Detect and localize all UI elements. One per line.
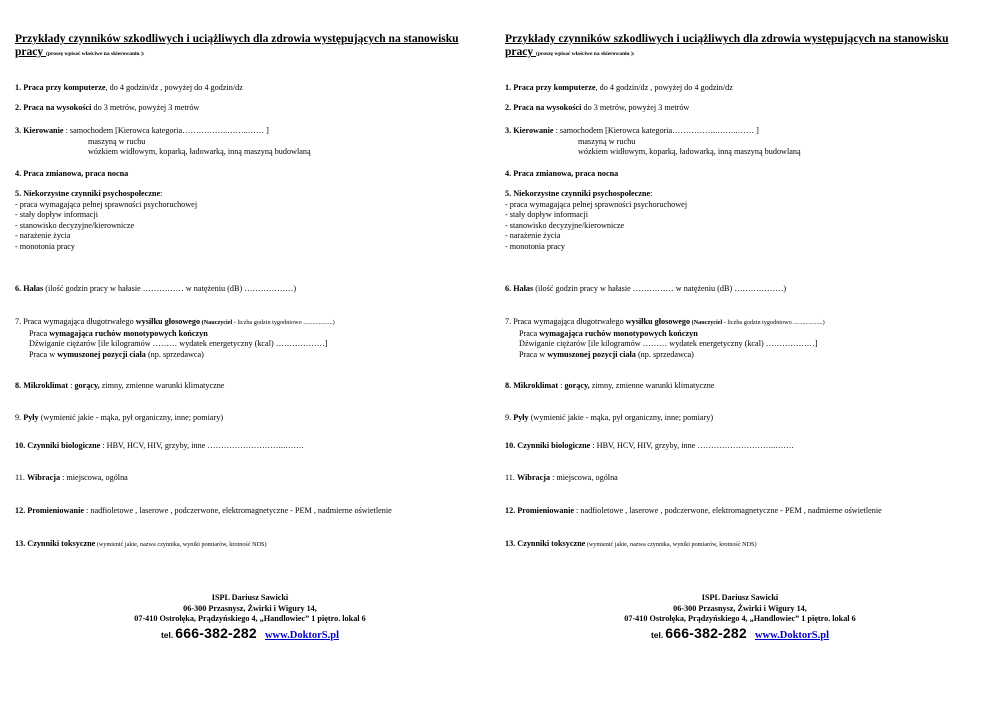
item-microclimate: 8. Mikroklimat : gorący, zimny, zmienne warunki klimatyczne [505,381,715,390]
clinic-address-2: 07-410 Ostrołęka, Prądzyńskiego 4, „Handlowiec” 1 piętro. lokal 6 [134,614,366,623]
clinic-address-2: 07-410 Ostrołęka, Prądzyńskiego 4, „Handlowiec” 1 piętro. lokal 6 [624,614,856,623]
contact-line [15,624,485,642]
form-column-right [505,0,975,701]
item-psychosocial: 5. Niekorzystne czynniki psychospołeczne: - praca wymagająca pełnej sprawności psychoruchowej - stały dopływ informacji - stanowisko decyzyjne/kierownicze - narażenie życia - monotonia pracy [15,189,198,251]
item-radiation: 12. Promieniowanie : nadfioletowe , laserowe , podczerwone, elektromagnetyczne - PEM , nadmierne oświetlenie [505,506,882,515]
contact-line [505,624,975,642]
item-height-work: 2. Praca na wysokości do 3 metrów, powyżej 3 metrów [15,103,200,112]
clinic-name: ISPL Dariusz Sawicki [701,593,779,602]
form-column-left [15,0,485,701]
form-title: Przykłady czynników szkodliwych i uciążliwych dla zdrowia występujących na stanowisku pracy (proszę wpisać właściwe na skierowaniu ): [15,33,485,61]
item-dust: 9. Pyły (wymienić jakie - mąka, pył organiczny, inne; pomiary) [505,413,714,422]
tel-label: tel. [160,629,174,640]
item-driving: 3. Kierowanie : samochodem [Kierowca kategoria……………..……..…… ] maszyną w ruchu wózkiem widłowym, koparką, ładowarką, inną maszyną budowlaną [15,126,311,156]
item-psychosocial: 5. Niekorzystne czynniki psychospołeczne: - praca wymagająca pełnej sprawności psychoruchowej - stały dopływ informacji - stanowisko decyzyjne/kierownicze - narażenie życia - monotonia pracy [505,189,688,251]
item-shift-work: 4. Praca zmianowa, praca nocna [15,169,129,178]
clinic-footer [505,593,975,641]
item-vibration: 11. Wibracja : miejscowa, ogólna [505,473,618,482]
item-dust: 9. Pyły (wymienić jakie - mąka, pył organiczny, inne; pomiary) [15,413,224,422]
form-title: Przykłady czynników szkodliwych i uciążliwych dla zdrowia występujących na stanowisku pracy (proszę wpisać właściwe na skierowaniu ): [505,33,975,61]
item-toxic: 13. Czynniki toksyczne (wymienić jakie, nazwa czynnika, wyniki pomiarów, krotność NDS) [505,539,757,548]
phone-number: 666-382-282 [665,624,747,641]
item-vibration: 11. Wibracja : miejscowa, ogólna [15,473,128,482]
clinic-name: ISPL Dariusz Sawicki [211,593,289,602]
item-biological: 10. Czynniki biologiczne : HBV, HCV, HIV, grzyby, inne ………………………..……. [15,441,304,450]
clinic-address-1: 06-300 Przasnysz, Żwirki i Wigury 14, [183,603,317,613]
website-link[interactable]: www.DoktorS.pl [264,629,340,641]
item-shift-work: 4. Praca zmianowa, praca nocna [505,169,619,178]
item-toxic: 13. Czynniki toksyczne (wymienić jakie, nazwa czynnika, wyniki pomiarów, krotność NDS) [15,539,267,548]
tel-label: tel. [650,629,664,640]
item-noise: 6. Hałas (ilość godzin pracy w hałasie …………… w natężeniu (dB) ………………) [15,284,297,293]
title-note: (proszę wpisać właściwe na skierowaniu ): [535,51,635,57]
item-radiation: 12. Promieniowanie : nadfioletowe , laserowe , podczerwone, elektromagnetyczne - PEM , nadmierne oświetlenie [15,506,392,515]
item-biological: 10. Czynniki biologiczne : HBV, HCV, HIV, grzyby, inne ………………………..……. [505,441,794,450]
item-height-work: 2. Praca na wysokości do 3 metrów, powyżej 3 metrów [505,103,690,112]
title-note: (proszę wpisać właściwe na skierowaniu ): [45,51,145,57]
item-microclimate: 8. Mikroklimat : gorący, zimny, zmienne warunki klimatyczne [15,381,225,390]
item-physical-load: 7. Praca wymagająca długotrwałego wysiłku głosowego (Nauczyciel - liczba godzin tygodniowo ...................) Praca wymagająca ruchów monotypowych kończyn Dźwiganie ciężarów [ile kilogramów ……… wydatek energetyczny (kcal) ………………] Praca w wymuszonej pozycji ciała (np. sprzedawca) [15,317,335,359]
website-link[interactable]: www.DoktorS.pl [754,629,830,641]
item-noise: 6. Hałas (ilość godzin pracy w hałasie …………… w natężeniu (dB) ………………) [505,284,787,293]
item-computer-work: 1. Praca przy komputerze, do 4 godzin/dz , powyżej do 4 godzin/dz [505,83,733,92]
item-driving: 3. Kierowanie : samochodem [Kierowca kategoria……………..……..…… ] maszyną w ruchu wózkiem widłowym, koparką, ładowarką, inną maszyną budowlaną [505,126,801,156]
clinic-footer [15,593,485,641]
item-physical-load: 7. Praca wymagająca długotrwałego wysiłku głosowego (Nauczyciel - liczba godzin tygodniowo ...................) Praca wymagająca ruchów monotypowych kończyn Dźwiganie ciężarów [ile kilogramów ……… wydatek energetyczny (kcal) ………………] Praca w wymuszonej pozycji ciała (np. sprzedawca) [505,317,825,359]
item-computer-work: 1. Praca przy komputerze, do 4 godzin/dz , powyżej do 4 godzin/dz [15,83,243,92]
phone-number: 666-382-282 [175,624,257,641]
clinic-address-1: 06-300 Przasnysz, Żwirki i Wigury 14, [673,603,807,613]
